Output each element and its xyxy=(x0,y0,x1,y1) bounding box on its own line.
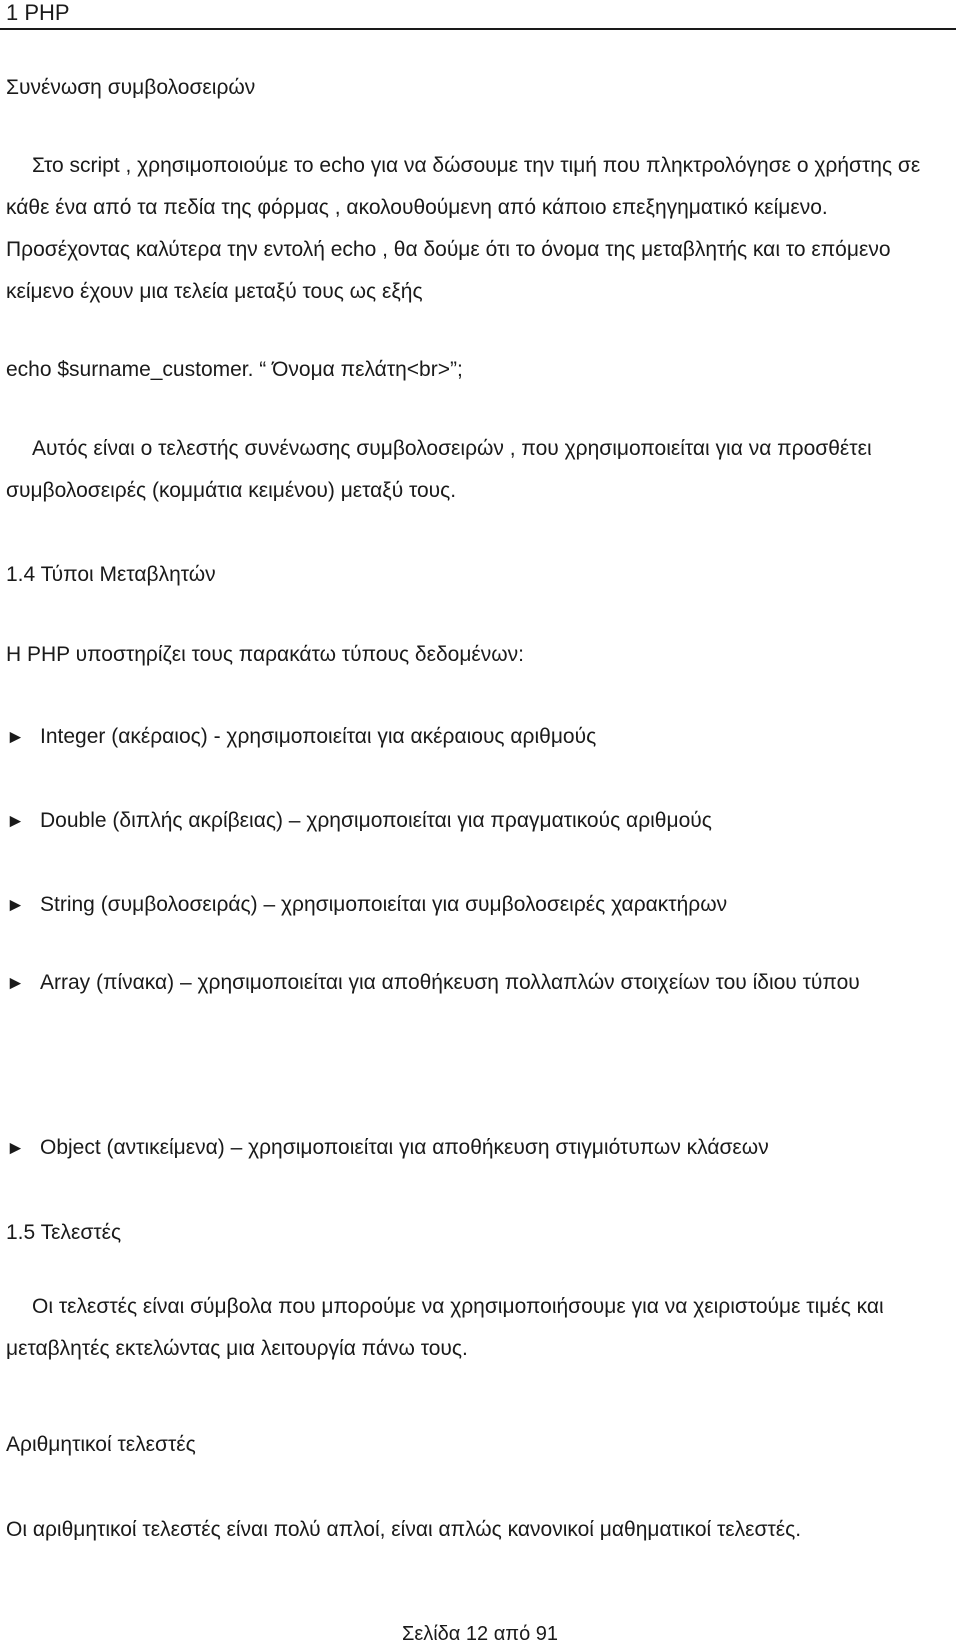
paragraph-text: Στο script , χρησιμοποιούμε το echo για να δώσουμε την τιμή που πληκτρολόγησε ο χρήστης σε κάθε ένα από τα πεδία της φόρμας , ακολουθούμενη από κάποιο επεξηγηματικό κείμενο. Προσέχοντας καλύτερα την εντολή echo , θα δούμε ότι το όνομα της μεταβλητής και το επόμενο κείμενο έχουν μια τελεία μεταξύ τους ως εξής xyxy=(6,154,921,303)
list-item-text: Object (αντικείμενα) – χρησιμοποιείται για αποθήκευση στιγμιότυπων κλάσεων xyxy=(40,1136,769,1159)
list-item-double xyxy=(6,808,712,835)
paragraph-text: Οι τελεστές είναι σύμβολα που μπορούμε να χρησιμοποιήσουμε για να χειριστούμε τιμές και μεταβλητές εκτελώντας μια λειτουργία πάνω τους. xyxy=(6,1295,884,1360)
paragraph-concatenation-operator xyxy=(6,428,946,512)
list-item-string xyxy=(6,892,727,919)
paragraph-arithmetic: Οι αριθμητικοί τελεστές είναι πολύ απλοί, είναι απλώς κανονικοί μαθηματικοί τελεστές. xyxy=(6,1518,802,1541)
list-item-text: Array (πίνακα) – χρησιμοποιείται για αποθήκευση πολλαπλών στοιχείων του ίδιου τύπου xyxy=(40,971,860,994)
section-heading-concatenation: Συνένωση συμβολοσειρών xyxy=(6,76,256,99)
bullet-icon: ► xyxy=(6,895,25,916)
list-item-text: Integer (ακέραιος) - χρησιμοποιείται για ακέραιους αριθμούς xyxy=(40,725,597,748)
page-number: Σελίδα 12 από 91 xyxy=(401,1623,559,1645)
list-item-integer xyxy=(6,724,596,751)
code-line: echo $surname_customer. “ Όνομα πελάτη<br>”; xyxy=(6,358,463,381)
types-intro: Η PHP υποστηρίζει τους παρακάτω τύπους δεδομένων: xyxy=(6,643,525,666)
paragraph-text: Αυτός είναι ο τελεστής συνένωσης συμβολοσειρών , που χρησιμοποιείται για να προσθέτει συμβολοσειρές (κομμάτια κειμένου) μεταξύ τους. xyxy=(6,437,872,502)
list-item-object xyxy=(6,1135,769,1162)
bullet-icon: ► xyxy=(6,1138,25,1159)
paragraph-operators xyxy=(6,1286,946,1370)
list-item-text: Double (διπλής ακρίβειας) – χρησιμοποιείται για πραγματικούς αριθμούς xyxy=(40,809,712,832)
bullet-icon: ► xyxy=(6,973,25,994)
section-heading-variable-types: 1.4 Τύποι Μεταβλητών xyxy=(6,563,216,586)
section-heading-operators: 1.5 Τελεστές xyxy=(6,1221,122,1244)
bullet-icon: ► xyxy=(6,727,25,748)
header-rule xyxy=(0,28,956,30)
bullet-icon: ► xyxy=(6,811,25,832)
list-item-text: String (συμβολοσειράς) – χρησιμοποιείται για συμβολοσειρές χαρακτήρων xyxy=(40,893,728,916)
list-item-array xyxy=(6,962,946,1005)
paragraph-concatenation-intro xyxy=(6,145,946,313)
running-header: 1 PHP xyxy=(6,0,70,25)
section-heading-arithmetic: Αριθμητικοί τελεστές xyxy=(6,1433,196,1456)
